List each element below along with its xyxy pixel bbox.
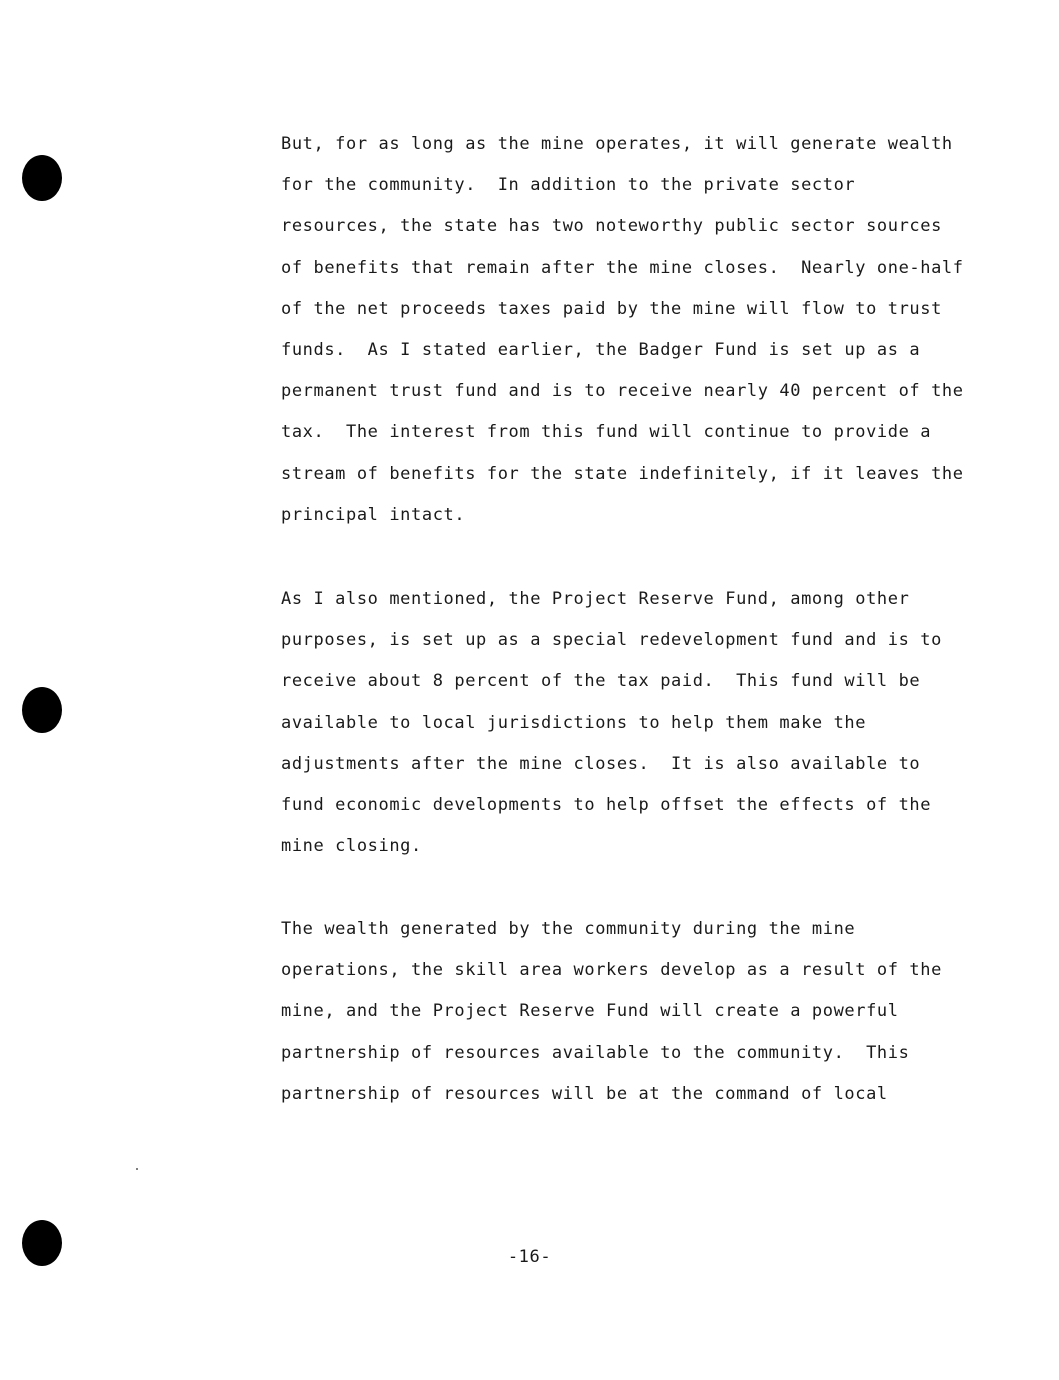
punch-hole [22, 155, 62, 201]
text-line: of benefits that remain after the mine closes. Nearly one-half [281, 257, 964, 278]
scan-speck [136, 1168, 138, 1170]
text-line: permanent trust fund and is to receive nearly 40 percent of the [281, 381, 964, 402]
text-line: of the net proceeds taxes paid by the mine will flow to trust [281, 298, 942, 319]
page-number: -16- [507, 1247, 552, 1267]
text-line: purposes, is set up as a special redevelopment fund and is to [281, 630, 942, 651]
text-line: available to local jurisdictions to help them make the [281, 712, 867, 733]
text-line: for the community. In addition to the private sector [281, 175, 856, 196]
paragraph-2 [281, 579, 981, 867]
text-line: The wealth generated by the community during the mine [281, 919, 856, 939]
punch-hole [22, 687, 62, 733]
text-line: But, for as long as the mine operates, it will generate wealth [281, 134, 953, 154]
text-line: partnership of resources will be at the command of local [281, 1083, 888, 1104]
text-line: mine closing. [281, 836, 422, 857]
text-line: fund economic developments to help offset the effects of the [281, 794, 932, 815]
text-line: As I also mentioned, the Project Reserve Fund, among other [281, 589, 910, 609]
text-line: principal intact. [281, 504, 466, 525]
text-line: partnership of resources available to the community. This [281, 1042, 910, 1063]
text-line: funds. As I stated earlier, the Badger Fund is set up as a [281, 339, 921, 360]
paragraph-1 [281, 124, 981, 536]
text-line: adjustments after the mine closes. It is also available to [281, 753, 921, 774]
text-line: mine, and the Project Reserve Fund will create a powerful [281, 1001, 899, 1022]
text-line: receive about 8 percent of the tax paid. This fund will be [281, 671, 921, 692]
paragraph-3 [281, 909, 981, 1115]
text-line: tax. The interest from this fund will continue to provide a [281, 422, 932, 443]
text-line: operations, the skill area workers develop as a result of the [281, 960, 942, 981]
text-line: stream of benefits for the state indefinitely, if it leaves the [281, 463, 964, 484]
text-line: resources, the state has two noteworthy public sector sources [281, 216, 942, 237]
